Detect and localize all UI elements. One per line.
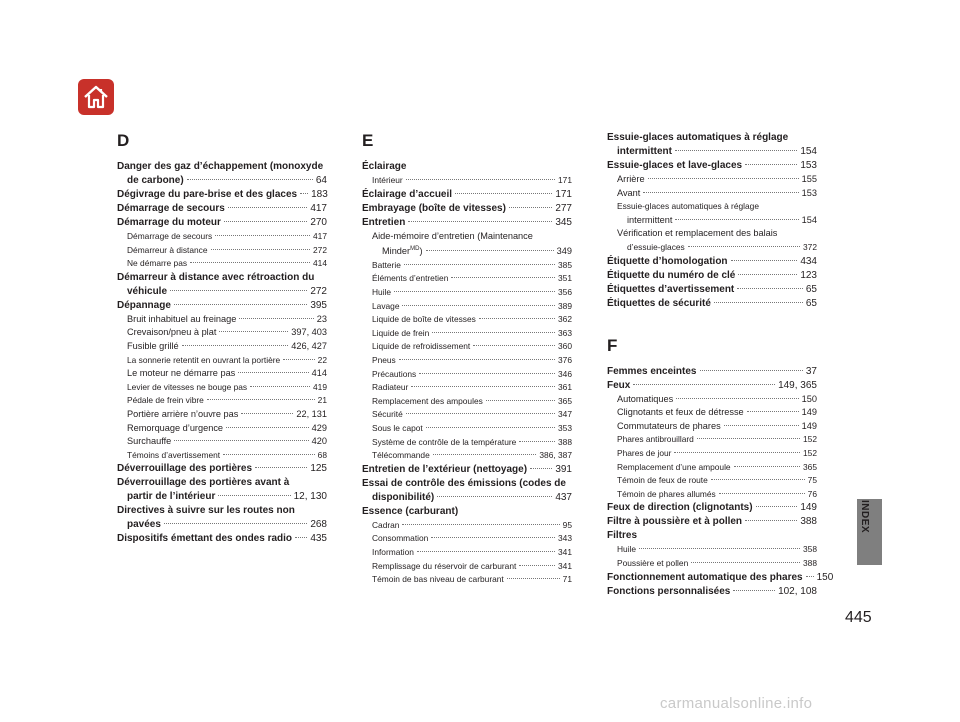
index-entry[interactable]: Éclairage <box>362 161 407 172</box>
index-subentry[interactable]: Ne démarre pas 414 <box>127 258 327 269</box>
index-entry[interactable]: intermittent 154 <box>617 146 817 157</box>
index-subentry[interactable]: Sécurité 347 <box>372 409 572 420</box>
index-entry[interactable]: Entretien de l’extérieur (nettoyage) 391 <box>362 463 572 475</box>
index-entry[interactable]: Filtre à poussière et à pollen 388 <box>607 516 817 528</box>
index-subentry[interactable]: Phares de jour 152 <box>617 447 817 458</box>
index-subentry[interactable]: Avant 153 <box>617 187 817 198</box>
index-entry[interactable]: Essuie-glaces et lave-glaces 153 <box>607 160 817 171</box>
index-column-e <box>362 131 572 587</box>
index-entry[interactable]: Dépannage 395 <box>117 299 327 311</box>
index-subentry[interactable]: Le moteur ne démarre pas 414 <box>127 368 327 379</box>
index-subentry[interactable]: Crevaison/pneu à plat 397, 403 <box>127 327 327 338</box>
index-entry[interactable]: Fonctionnement automatique des phares 150 <box>607 571 834 583</box>
index-subentry[interactable]: Liquide de boîte de vitesses 362 <box>372 314 572 325</box>
index-subentry[interactable]: intermittent 154 <box>627 214 817 225</box>
index-subentry[interactable]: Huile 358 <box>617 544 817 555</box>
index-entry[interactable]: Étiquettes de sécurité 65 <box>607 297 817 309</box>
index-entry[interactable]: Dégivrage du pare-brise et des glaces 183 <box>117 189 328 200</box>
index-subentry[interactable]: Minder$^{MD}$) 349 <box>382 246 572 257</box>
index-entry[interactable]: Feux 149, 365 <box>607 379 817 391</box>
watermark: carmanualsonline.info <box>660 695 813 712</box>
index-entry[interactable]: Démarrage de secours 417 <box>117 203 327 214</box>
index-subentry[interactable]: Liquide de frein 363 <box>372 327 572 338</box>
index-entry[interactable]: de carbone) 64 <box>127 175 327 186</box>
index-subentry[interactable]: Automatiques 150 <box>617 393 817 404</box>
index-entry[interactable]: Déverrouillage des portières 125 <box>117 463 327 475</box>
index-entry[interactable]: Fonctions personnalisées 102, 108 <box>607 585 817 597</box>
index-subentry[interactable]: Sous le capot 353 <box>372 422 572 433</box>
index-entry[interactable]: Démarreur à distance avec rétroaction du <box>117 271 315 283</box>
index-subentry[interactable]: Remplacement d’une ampoule 365 <box>617 461 817 472</box>
index-subentry[interactable]: La sonnerie retentit en ouvrant la portière 22 <box>127 354 327 365</box>
index-subentry[interactable]: Bruit inhabituel au freinage 23 <box>127 313 327 324</box>
index-subentry[interactable]: Clignotants et feux de détresse 149 <box>617 407 817 418</box>
index-subentry[interactable]: Poussière et pollen 388 <box>617 557 817 568</box>
index-subentry[interactable]: Lavage 389 <box>372 300 572 311</box>
index-entry[interactable]: Éclairage d’accueil 171 <box>362 188 572 200</box>
index-entry[interactable]: Essuie-glaces automatiques à réglage <box>607 132 789 143</box>
index-subentry[interactable]: Surchauffe 420 <box>127 436 327 447</box>
index-subentry[interactable]: Système de contrôle de la température 388 <box>372 436 572 447</box>
index-subentry[interactable]: Témoin de bas niveau de carburant 71 <box>372 574 572 585</box>
home-icon <box>82 83 110 111</box>
index-entry[interactable]: Essence (carburant) <box>362 505 459 517</box>
index-subentry[interactable]: Radiateur 361 <box>372 382 572 393</box>
index-subentry[interactable]: Pédale de frein vibre 21 <box>127 395 327 406</box>
index-entry[interactable]: Étiquettes d’avertissement 65 <box>607 283 817 295</box>
index-subentry[interactable]: Pneus 376 <box>372 355 572 365</box>
index-entry[interactable]: pavées 268 <box>127 519 327 531</box>
index-subentry[interactable]: Démarreur à distance 272 <box>127 244 327 255</box>
index-entry[interactable]: disponibilité) 437 <box>372 491 572 503</box>
index-subentry[interactable]: Huile 356 <box>372 287 572 298</box>
index-subentry[interactable]: Témoin de phares allumés 76 <box>617 488 817 499</box>
index-entry[interactable]: Entretien 345 <box>362 216 572 228</box>
index-subentry[interactable]: Précautions 346 <box>372 368 572 379</box>
index-subentry[interactable]: Intérieur 171 <box>372 175 572 185</box>
index-column-f <box>607 131 834 599</box>
index-entry[interactable]: partir de l’intérieur 12, 130 <box>127 491 327 503</box>
index-subentry[interactable]: Fusible grillé 426, 427 <box>127 340 327 351</box>
index-tab-label: INDEX <box>859 500 870 534</box>
index-entry[interactable]: Feux de direction (clignotants) 149 <box>607 502 817 514</box>
index-subentry[interactable]: Télécommande 386, 387 <box>372 450 572 461</box>
index-subentry[interactable]: Remplissage du réservoir de carburant 341 <box>372 560 572 571</box>
page-number: 445 <box>845 609 872 626</box>
index-subentry[interactable]: Information 341 <box>372 546 572 557</box>
index-subentry[interactable]: Vérification et remplacement des balais <box>617 228 778 239</box>
index-entry[interactable]: Dispositifs émettant des ondes radio 435 <box>117 533 327 545</box>
index-entry[interactable]: Femmes enceintes 37 <box>607 365 817 377</box>
index-entry[interactable]: Danger des gaz d’échappement (monoxyde <box>117 161 324 172</box>
section-letter-d: D <box>117 131 130 150</box>
index-subentry[interactable]: Remorquage d’urgence 429 <box>127 422 327 433</box>
index-subentry[interactable]: Portière arrière n’ouvre pas 22, 131 <box>127 408 327 419</box>
index-entry[interactable]: Directives à suivre sur les routes non <box>117 505 295 517</box>
index-entry[interactable]: Filtres <box>607 530 638 542</box>
index-subentry[interactable]: Batterie 385 <box>372 259 572 270</box>
index-subentry[interactable]: Remplacement des ampoules 365 <box>372 395 572 406</box>
index-entry[interactable]: Embrayage (boîte de vitesses) 277 <box>362 202 572 214</box>
section-letter-f: F <box>607 335 618 355</box>
home-button[interactable] <box>78 79 114 115</box>
index-subentry[interactable]: Témoins d’avertissement 68 <box>127 449 327 460</box>
index-entry[interactable]: Démarrage du moteur 270 <box>117 217 327 228</box>
index-subentry[interactable]: Témoin de feux de route 75 <box>617 475 817 486</box>
index-subentry[interactable]: Phares antibrouillard 152 <box>617 434 817 445</box>
index-entry[interactable]: véhicule 272 <box>127 285 327 297</box>
index-subentry[interactable]: Commutateurs de phares 149 <box>617 420 817 431</box>
index-entry[interactable]: Étiquette du numéro de clé 123 <box>607 269 817 281</box>
index-subentry[interactable]: Démarrage de secours 417 <box>127 231 327 241</box>
index-subentry[interactable]: Arrière 155 <box>617 174 817 184</box>
index-subentry[interactable]: Consommation 343 <box>372 533 572 544</box>
index-subentry[interactable]: Aide-mémoire d’entretien (Maintenance <box>372 230 533 241</box>
index-subentry[interactable]: Levier de vitesses ne bouge pas 419 <box>127 381 327 392</box>
index-subentry[interactable]: Cadran 95 <box>372 519 572 530</box>
index-entry[interactable]: Essai de contrôle des émissions (codes de <box>362 477 566 489</box>
index-subentry[interactable]: Liquide de refroidissement 360 <box>372 341 572 352</box>
index-entry[interactable]: Étiquette d’homologation 434 <box>607 255 817 267</box>
section-letter-e: E <box>362 131 374 150</box>
index-column-d <box>117 131 327 546</box>
index-subentry[interactable]: Éléments d’entretien 351 <box>372 273 572 284</box>
index-subentry[interactable]: Essuie-glaces automatiques à réglage <box>617 201 759 212</box>
index-entry[interactable]: Déverrouillage des portières avant à <box>117 477 290 489</box>
index-subentry[interactable]: d’essuie-glaces 372 <box>627 241 817 252</box>
